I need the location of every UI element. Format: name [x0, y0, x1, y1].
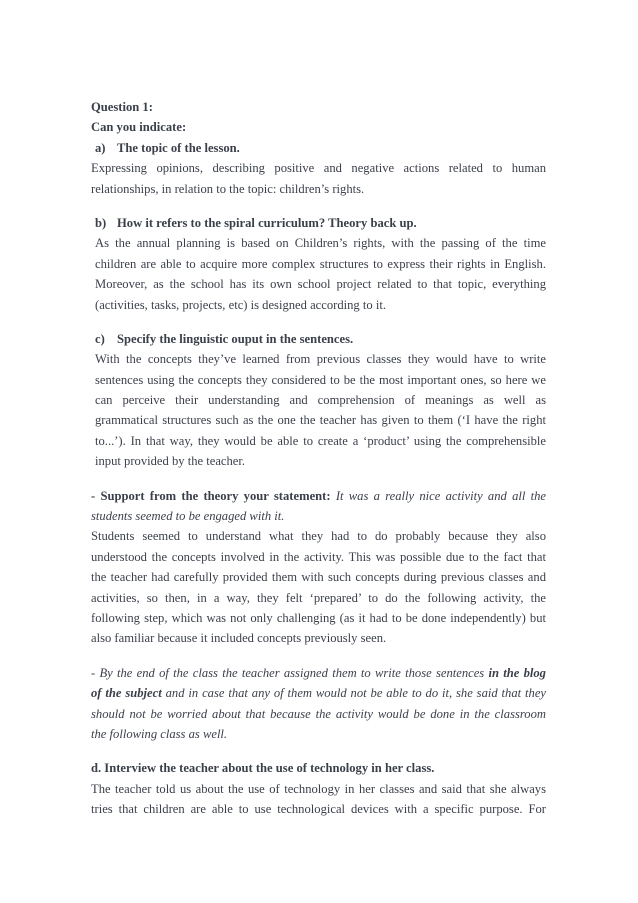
blog-note-line: the following class as well. [91, 726, 228, 741]
blog-note-text: - By the end of the class the teacher assigned them to write those sentences [91, 665, 485, 680]
section-a-line: Expressing opinions, describing positive and negative actions related to human [91, 161, 546, 176]
support-line: understood the concepts involved in the activity. This was possible due to the fact that [91, 549, 546, 564]
section-c-line: With the concepts they’ve learned from previous classes they would have to write [95, 352, 546, 367]
section-d-line: The teacher told us about the use of technology in her classes and said that she always [91, 781, 546, 796]
blog-note-emphasis: of the subject [91, 686, 162, 701]
section-c-title-text: Specify the linguistic ouput in the sentences. [117, 331, 354, 346]
section-d-line: tries that children are able to use technological devices with a specific purpose. For [91, 802, 546, 817]
section-b-line: Moreover, as the school has its own school project related to that topic, everything [95, 277, 546, 292]
section-a-label: a) [95, 140, 106, 155]
support-line: Students seemed to understand what they had to do probably because they also [91, 529, 546, 544]
section-b-title-text: How it refers to the spiral curriculum? Theory back up. [117, 215, 417, 230]
blog-note-line [91, 683, 546, 703]
section-d-title: d. Interview the teacher about the use of technology in her class. [91, 761, 435, 776]
section-a-title [91, 138, 546, 158]
support-statement [91, 486, 546, 506]
document-page [91, 97, 546, 820]
section-c-line: input provided by the teacher. [95, 454, 246, 469]
section-b-title [91, 213, 546, 233]
blog-note-text: and in case that any of them would not be able to do it, she said that they [165, 686, 546, 701]
blog-note-line [91, 663, 546, 683]
section-b-line: As the annual planning is based on Children’s rights, with the passing of the time [95, 236, 546, 251]
support-line: also familiar because it included concepts previously seen. [91, 631, 387, 646]
support-quote: It was a really nice activity and all the [335, 488, 546, 503]
section-c-title [91, 329, 546, 349]
section-c-line: can perceive their understanding and comprehension of meanings as well as [95, 393, 546, 408]
section-a-title-text: The topic of the lesson. [117, 140, 240, 155]
section-b-label: b) [95, 215, 107, 230]
support-line: activities, so then, in a way, they felt ‘prepared’ to do the following activity, the [91, 590, 546, 605]
section-c-line: grammatical structures such as the one the teacher has given to them (‘I have the right [95, 413, 546, 428]
support-label: - Support from the theory your statement: [91, 488, 331, 503]
section-c-line: to...’). In that way, they would be able to create a ‘product’ using the comprehensible [95, 433, 546, 448]
support-quote-cont: students seemed to be engaged with it. [91, 509, 285, 524]
section-b-line: children are able to acquire more complex structures to express their rights in English. [95, 256, 546, 271]
question-heading: Question 1: [91, 100, 153, 114]
section-b-line: (activities, tasks, projects, etc) is designed according to it. [95, 297, 386, 312]
support-line: the teacher had carefully provided them with such concepts during previous classes and [91, 570, 546, 585]
section-c-line: sentences using the concepts they considered to be the most important ones, so here we [95, 372, 546, 387]
section-a-line: relationships, in relation to the topic: children’s rights. [91, 181, 365, 196]
blog-note-line: should not be worried about that because the activity would be done in the classroom [91, 706, 546, 721]
support-line: following step, which was not only challenging (as it had to be done independently) but [91, 610, 546, 625]
section-c-label: c) [95, 331, 105, 346]
question-subheading: Can you indicate: [91, 120, 187, 135]
blog-note-emphasis: in the blog [488, 665, 546, 680]
